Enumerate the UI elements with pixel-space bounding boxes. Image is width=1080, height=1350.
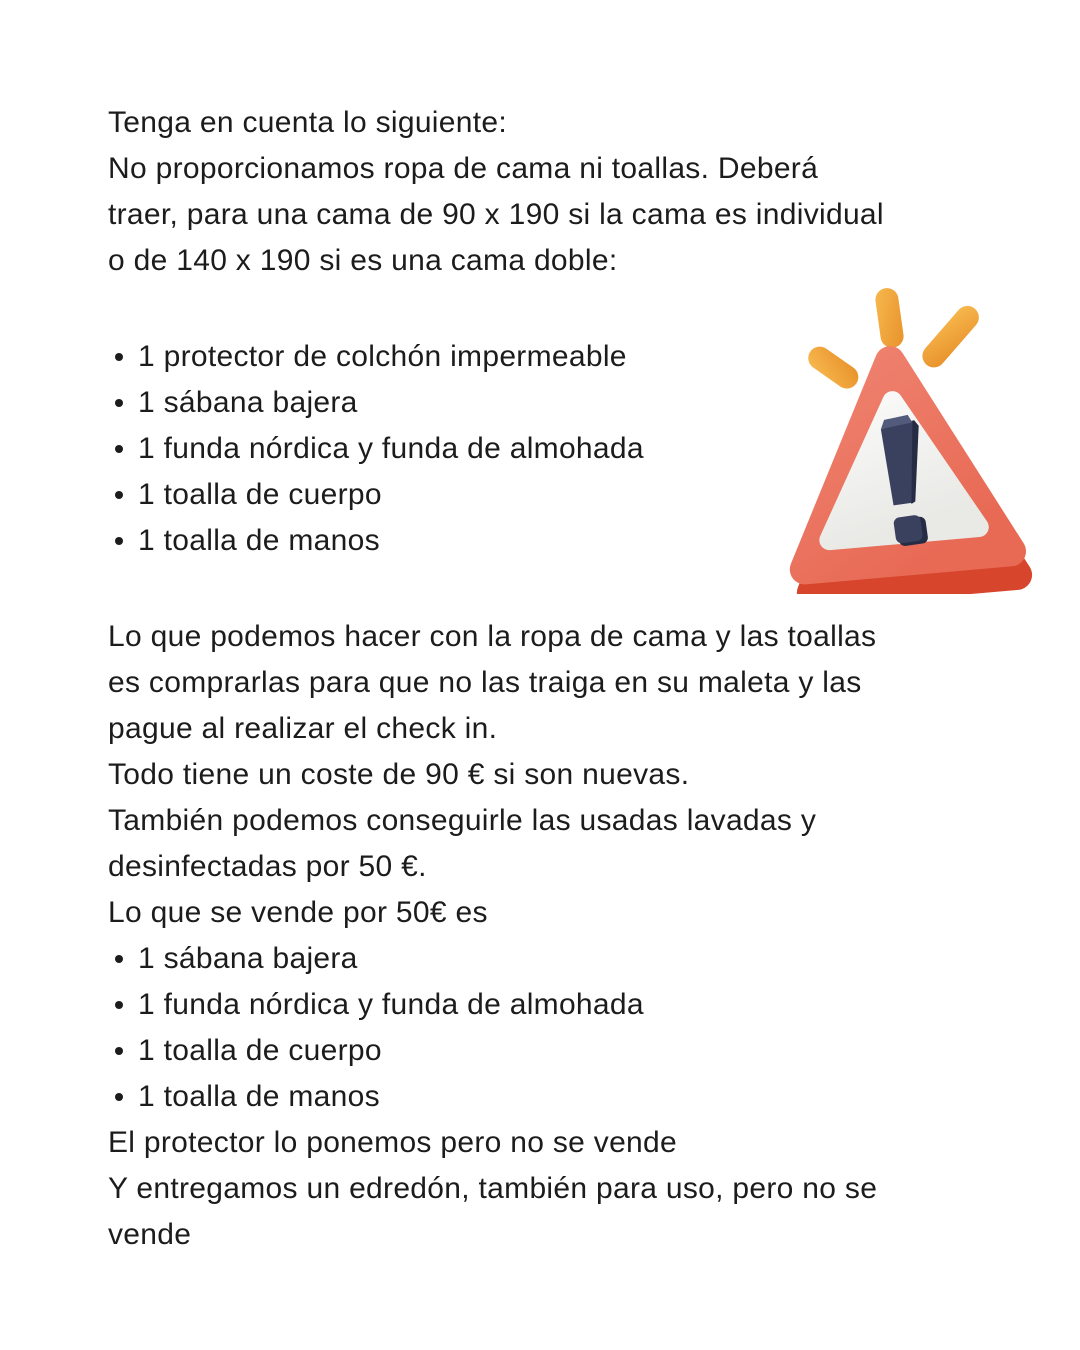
- bullet-dot-icon: [115, 1047, 123, 1055]
- intro-line: Tenga en cuenta lo siguiente:: [108, 106, 507, 139]
- list-item-text: 1 toalla de cuerpo: [138, 478, 382, 511]
- offer-line: También podemos conseguirle las usadas lavadas y: [108, 804, 817, 837]
- list-item-text: 1 toalla de manos: [138, 1080, 380, 1113]
- list-item: [108, 1074, 988, 1120]
- list-item-text: 1 funda nórdica y funda de almohada: [138, 988, 644, 1021]
- bullet-dot-icon: [115, 353, 123, 361]
- bullet-dot-icon: [115, 445, 123, 453]
- intro-line: No proporcionamos ropa de cama ni toallas. Deberá: [108, 152, 819, 185]
- footer-line: vende: [108, 1218, 192, 1251]
- offer-line: Lo que podemos hacer con la ropa de cama y las toallas: [108, 620, 877, 653]
- list-item-text: 1 protector de colchón impermeable: [138, 340, 627, 373]
- warning-triangle-body: [787, 352, 1017, 594]
- list-item: [108, 936, 988, 982]
- ray-right: [918, 301, 984, 372]
- list-item: [108, 1028, 988, 1074]
- ray-left: [804, 342, 863, 393]
- warning-triangle-3d-icon: [772, 276, 1034, 594]
- warning-triangle-svg: [772, 276, 1034, 594]
- offer-line: Todo tiene un coste de 90 € si son nuevas.: [108, 758, 690, 791]
- offer-line: pague al realizar el check in.: [108, 712, 498, 745]
- bullet-dot-icon: [115, 537, 123, 545]
- bullet-dot-icon: [115, 1001, 123, 1009]
- list-item-text: 1 funda nórdica y funda de almohada: [138, 432, 644, 465]
- exclamation-dot: [893, 514, 923, 544]
- offer-paragraph: [108, 614, 988, 936]
- list-item-text: 1 sábana bajera: [138, 386, 358, 419]
- ray-middle: [874, 287, 905, 350]
- notice-text-block: [108, 100, 988, 1258]
- list-item-text: 1 sábana bajera: [138, 942, 358, 975]
- sold-items-list: [108, 936, 988, 1120]
- footer-paragraph: [108, 1120, 988, 1258]
- bullet-dot-icon: [115, 1093, 123, 1101]
- bullet-dot-icon: [115, 955, 123, 963]
- footer-line: El protector lo ponemos pero no se vende: [108, 1126, 678, 1159]
- offer-line: Lo que se vende por 50€ es: [108, 896, 488, 929]
- intro-line: traer, para una cama de 90 x 190 si la cama es individual: [108, 198, 884, 231]
- offer-line: desinfectadas por 50 €.: [108, 850, 427, 883]
- intro-paragraph: [108, 100, 988, 284]
- bullet-dot-icon: [115, 399, 123, 407]
- list-item: [108, 982, 988, 1028]
- intro-line: o de 140 x 190 si es una cama doble:: [108, 244, 618, 277]
- bullet-dot-icon: [115, 491, 123, 499]
- list-item-text: 1 toalla de cuerpo: [138, 1034, 382, 1067]
- offer-line: es comprarlas para que no las traiga en su maleta y las: [108, 666, 862, 699]
- list-item-text: 1 toalla de manos: [138, 524, 380, 557]
- footer-line: Y entregamos un edredón, también para uso, pero no se: [108, 1172, 878, 1205]
